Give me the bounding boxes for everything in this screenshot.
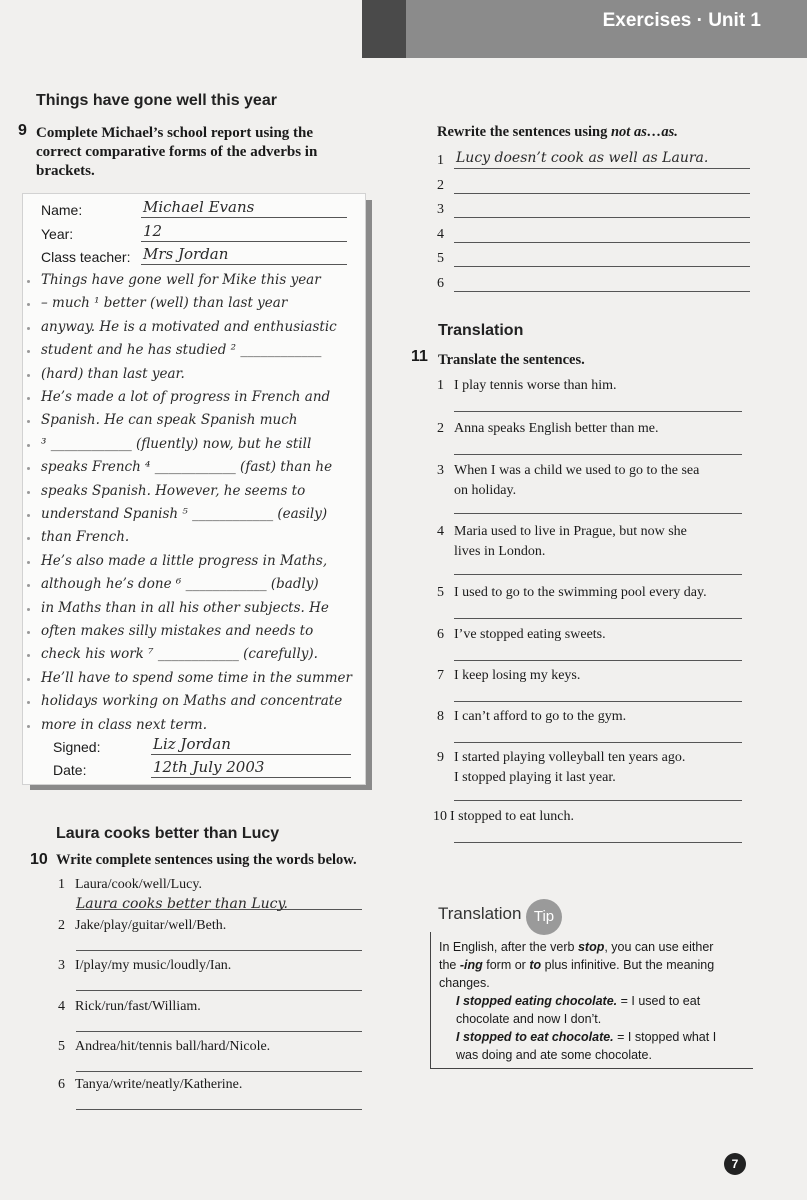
item-text: Jake/play/guitar/well/Beth. [75,918,227,933]
unit-title: Exercises · Unit 1 [602,10,761,31]
report-line: understand Spanish ⁵ ____________ (easily) [41,506,328,522]
report-line: in Maths than in all his other subjects. He [41,599,329,616]
report-margin-dot [27,701,30,704]
item-text: Maria used to live in Prague, but now she [454,524,687,539]
report-margin-dot [27,280,30,283]
exercise-9-number: 9 [18,122,27,139]
tip-example-1: I stopped eating chocolate. = I used to eat [456,994,701,1008]
tip-line-1: In English, after the verb stop, you can use either [439,940,714,954]
answer-line[interactable] [76,1109,362,1110]
translation-answer-line[interactable] [454,454,742,455]
item-number: 1 [437,378,444,393]
item-number: 4 [58,999,65,1014]
item-number: 3 [58,958,65,973]
item-text-continued: on holiday. [454,483,517,498]
item-text-continued: I stopped playing it last year. [454,770,616,785]
exercise-11-item [437,666,580,686]
rewrite-example-answer: Lucy doesn’t cook as well as Laura. [456,150,709,166]
section-title-laura-cooks: Laura cooks better than Lucy [56,825,280,842]
exercise-11-item [437,461,699,501]
rewrite-item-number: 4 [437,226,444,242]
item-number: 5 [58,1039,65,1054]
report-line: ³ ____________ (fluently) now, but he still [41,435,312,452]
translation-answer-line[interactable] [454,800,742,801]
item-number: 7 [437,668,444,683]
page-number: 7 [724,1153,746,1175]
item-text: Anna speaks English better than me. [454,421,659,436]
item-text: Rick/run/fast/William. [75,999,201,1014]
rewrite-answer-line[interactable] [454,193,750,194]
item-text: When I was a child we used to go to the sea [454,463,700,478]
answer-line[interactable] [76,1031,362,1032]
rewrite-item-number: 6 [437,275,444,291]
item-number: 3 [437,463,444,478]
item-text: I’ve stopped eating sweets. [454,627,606,642]
report-line: (hard) than last year. [41,365,185,382]
report-margin-dot [27,584,30,587]
tip-example-2: I stopped to eat chocolate. = I stopped what I [456,1030,717,1044]
item-text: I started playing volleyball ten years ago. [454,750,686,765]
item-number: 4 [437,524,444,539]
item-number: 10 [433,809,447,824]
item-number: 8 [437,709,444,724]
report-date-value: 12th July 2003 [153,758,265,776]
header-accent-block [362,0,406,58]
exercise-11-item [437,583,707,603]
exercise-9-instruction: Complete Michael’s school report using the correct comparative forms of the adverbs in brackets. [36,125,318,179]
report-date-label: Date: [53,762,87,778]
exercise-11-instruction: Translate the sentences. [438,352,585,368]
rewrite-answer-line[interactable] [454,242,750,243]
report-margin-dot [27,561,30,564]
item-text: I/play/my music/loudly/Ian. [75,958,232,973]
report-line: often makes silly mistakes and needs to [41,623,314,639]
exercise-11-item [437,419,659,439]
report-margin-dot [27,467,30,470]
exercise-11-item [437,625,606,645]
exercise-10-item [58,877,202,893]
report-signed-rule [151,754,351,755]
translation-answer-line[interactable] [454,618,742,619]
item-number: 2 [58,918,65,933]
report-name-row: Name: [41,202,83,218]
report-name-value: Michael Evans [143,198,255,216]
report-margin-dot [27,350,30,353]
item-text: Laura/cook/well/Lucy. [75,877,202,892]
answer-line[interactable] [76,1071,362,1072]
report-line: holidays working on Maths and concentrate [41,693,343,710]
item-number: 1 [58,877,65,892]
exercise-11-item [437,376,617,396]
item-text: Andrea/hit/tennis ball/hard/Nicole. [75,1039,271,1054]
exercise-11-item [437,748,685,788]
report-margin-dot [27,444,30,447]
report-teacher-rule [141,264,347,265]
report-signed-label: Signed: [53,739,101,755]
item-number: 6 [437,627,444,642]
item-number: 5 [437,585,444,600]
tip-badge: Tip [526,899,562,935]
report-line: more in class next term. [41,716,208,733]
tip-example-2-cont: was doing and ate some chocolate. [456,1048,652,1062]
tip-line-3: changes. [439,976,490,990]
translation-answer-line[interactable] [454,701,742,702]
item-text: I used to go to the swimming pool every day. [454,585,707,600]
translation-answer-line[interactable] [454,742,742,743]
report-line: speaks French ⁴ ____________ (fast) than he [41,459,333,476]
report-margin-dot [27,397,30,400]
rewrite-item-number: 5 [437,251,444,266]
report-margin-dot [27,327,30,330]
report-line: although he’s done ⁶ ____________ (badly) [41,576,319,593]
report-teacher-row: Class teacher: [41,249,131,265]
rewrite-instruction: Rewrite the sentences using not as…as. [437,124,678,140]
item-text: I stopped to eat lunch. [450,809,575,824]
report-line: than French. [41,529,130,546]
report-line: check his work ⁷ ____________ (carefully). [41,646,318,663]
report-margin-dot [27,654,30,657]
report-line: speaks Spanish. However, he seems to [41,482,306,499]
tip-example-1-cont: chocolate and now I don’t. [456,1012,602,1026]
item-text-continued: lives in London. [454,544,546,559]
tip-title: Translation [438,904,522,923]
report-margin-dot [27,678,30,681]
translation-answer-line[interactable] [454,842,742,843]
header-bar [406,0,807,58]
report-line: He’s made a lot of progress in French and [41,389,331,405]
item-number: 9 [437,750,444,765]
item-number: 6 [58,1077,65,1092]
exercise-11-item [437,707,626,727]
exercise-10-item [58,918,226,934]
report-year-rule [141,241,347,242]
answer-line[interactable] [76,990,362,991]
section-title-things-gone-well: Things have gone well this year [36,92,277,109]
report-line: Spanish. He can speak Spanish much [41,412,298,429]
exercise-11-item [437,522,687,562]
report-margin-dot [27,725,30,728]
exercise-10-number: 10 [30,851,48,868]
report-margin-dot [27,420,30,423]
report-line: He’ll have to spend some time in the summer [41,669,352,686]
exercise-10-item [58,999,201,1015]
exercise-11-number: 11 [411,348,428,365]
translation-tip-box [430,932,753,1069]
report-year-row: Year: [41,226,74,242]
report-line: He’s also made a little progress in Maths, [41,552,328,569]
exercise-10-item [58,1039,270,1055]
item-text: I keep losing my keys. [454,668,581,683]
exercise-11-item [433,807,575,827]
report-date-rule [151,777,351,778]
section-title-translation: Translation [438,322,524,339]
item-text: I play tennis worse than him. [454,378,617,393]
report-margin-dot [27,608,30,611]
exercise-10-item [58,958,231,974]
rewrite-answer-line[interactable] [454,291,750,292]
school-report-card [22,193,366,785]
translation-answer-line[interactable] [454,513,742,514]
translation-answer-line[interactable] [454,411,742,412]
rewrite-answer-line[interactable] [454,266,750,267]
translation-answer-line[interactable] [454,660,742,661]
tip-line-2: the -ing form or to plus infinitive. But the meaning [439,958,715,972]
report-margin-dot [27,491,30,494]
exercise-10-item [58,1077,242,1093]
rewrite-item-number: 2 [437,177,444,193]
rewrite-item-number: 3 [437,202,444,217]
report-line: Things have gone well for Mike this year [41,272,321,288]
translation-answer-line[interactable] [454,574,742,575]
report-line: anyway. He is a motivated and enthusiastic [41,318,337,335]
report-margin-dot [27,631,30,634]
report-year-value: 12 [143,222,163,240]
report-signed-value: Liz Jordan [153,735,231,753]
report-line: – much ¹ better (well) than last year [41,295,288,312]
answer-line[interactable] [76,950,362,951]
item-text: Tanya/write/neatly/Katherine. [75,1077,243,1092]
rewrite-item-number: 1 [437,153,444,168]
report-margin-dot [27,374,30,377]
report-margin-dot [27,303,30,306]
item-text: I can’t afford to go to the gym. [454,709,627,724]
rewrite-answer-line[interactable] [454,168,750,169]
report-margin-dot [27,514,30,517]
report-margin-dot [27,537,30,540]
exercise-10-example-answer: Laura cooks better than Lucy. [76,896,289,912]
report-name-rule [141,217,347,218]
item-number: 2 [437,421,444,436]
rewrite-answer-line[interactable] [454,217,750,218]
report-line: student and he has studied ² ____________ [41,342,322,359]
report-teacher-value: Mrs Jordan [143,245,229,263]
exercise-10-instruction: Write complete sentences using the words below. [56,852,357,868]
